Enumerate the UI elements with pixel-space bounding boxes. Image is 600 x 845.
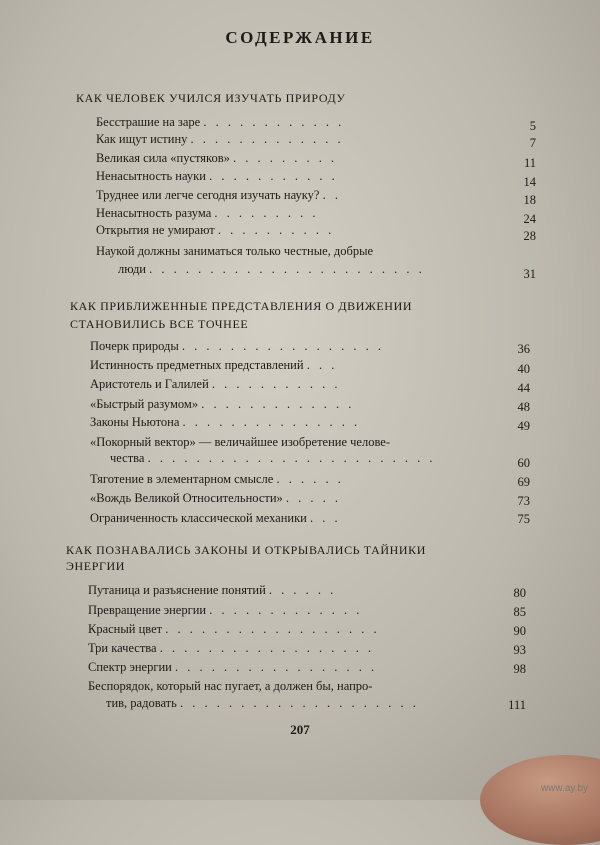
toc-entry: «Вождь Великой Относительности» . . . . . — [90, 491, 342, 505]
toc-entry-continuation: люди . . . . . . . . . . . . . . . . . . . . . . . — [118, 262, 425, 276]
toc-entry: Беспорядок, который нас пугает, а должен бы, напро- — [88, 679, 373, 693]
toc-page: 85 — [513, 605, 526, 619]
toc-entry: Путаница и разъяснение понятий . . . . . . — [88, 583, 337, 597]
toc-entry: Бесстрашие на заре . . . . . . . . . . . . — [96, 115, 345, 129]
watermark: www.ay.by — [540, 783, 588, 794]
toc-page: 5 — [529, 119, 536, 133]
toc-page: 60 — [517, 456, 530, 470]
toc-entry: Красный цвет . . . . . . . . . . . . . . . . . . — [88, 622, 380, 636]
section-heading-3-continuation: ЭНЕРГИИ — [66, 559, 126, 573]
toc-entry: Открытия не умирают . . . . . . . . . . — [96, 223, 335, 237]
toc-page: 90 — [513, 624, 526, 638]
toc-entry: Тяготение в элементарном смысле . . . . . . — [90, 472, 344, 486]
page-number: 207 — [290, 722, 310, 737]
toc-entry: Ненасытность разума . . . . . . . . . — [96, 206, 319, 220]
toc-page: 24 — [523, 212, 536, 226]
toc-page: 48 — [517, 400, 530, 414]
toc-page: 28 — [523, 229, 536, 243]
page-title: СОДЕРЖАНИЕ — [225, 28, 375, 47]
toc-page: 18 — [523, 193, 536, 207]
toc-page: 73 — [517, 494, 530, 508]
toc-entry: Спектр энергии . . . . . . . . . . . . . . . . . — [88, 660, 378, 674]
toc-page: 93 — [513, 643, 526, 657]
toc-page: 44 — [517, 381, 530, 395]
section-heading-3: КАК ПОЗНАВАЛИСЬ ЗАКОНЫ И ОТКРЫВАЛИСЬ ТАЙНИКИ — [66, 543, 427, 557]
toc-entry-continuation: чества . . . . . . . . . . . . . . . . . . . . . . . . — [110, 451, 436, 465]
toc-page: 75 — [517, 512, 530, 526]
toc-entry: Ненасытность науки . . . . . . . . . . . — [96, 169, 338, 183]
toc-entry: Законы Ньютона . . . . . . . . . . . . . . . — [90, 415, 361, 429]
toc-entry: Почерк природы . . . . . . . . . . . . . . . . . — [90, 339, 385, 353]
toc-entry: Ограниченность классической механики . . . — [90, 511, 341, 525]
toc-page: 36 — [517, 342, 530, 356]
toc-entry: «Покорный вектор» — величайшее изобретение челове- — [90, 435, 391, 449]
toc-entry: Великая сила «пустяков» . . . . . . . . . — [96, 151, 338, 165]
toc-entry: «Быстрый разумом» . . . . . . . . . . . . . — [90, 397, 355, 411]
toc-page: 69 — [517, 475, 530, 489]
finger — [480, 755, 600, 845]
toc-entry: Труднее или легче сегодня изучать науку? . . — [96, 188, 341, 202]
toc-page: 14 — [523, 175, 536, 189]
toc-page: 98 — [513, 662, 526, 676]
toc-page: 80 — [513, 586, 526, 600]
toc-entry: Как ищут истину . . . . . . . . . . . . . — [96, 132, 344, 146]
toc-entry: Наукой должны заниматься только честные, добрые — [96, 244, 374, 258]
toc-entry-continuation: тив, радовать . . . . . . . . . . . . . . . . . . . . — [106, 696, 419, 710]
toc-page: 40 — [517, 362, 530, 376]
toc-page: 111 — [508, 698, 526, 712]
section-heading-2: КАК ПРИБЛИЖЕННЫЕ ПРЕДСТАВЛЕНИЯ О ДВИЖЕНИИ — [70, 299, 413, 313]
toc-page: 7 — [529, 136, 536, 150]
toc-entry: Истинность предметных представлений . . . — [90, 358, 338, 372]
toc-page: 49 — [517, 419, 530, 433]
section-heading-1: КАК ЧЕЛОВЕК УЧИЛСЯ ИЗУЧАТЬ ПРИРОДУ — [76, 91, 346, 105]
toc-entry: Три качества . . . . . . . . . . . . . . . . . . — [88, 641, 375, 655]
toc-page: 11 — [523, 156, 536, 170]
section-heading-2-continuation: СТАНОВИЛИСЬ ВСЕ ТОЧНЕЕ — [70, 317, 249, 331]
toc-entry: Превращение энергии . . . . . . . . . . . . . — [88, 603, 363, 617]
toc-entry: Аристотель и Галилей . . . . . . . . . . . — [90, 377, 341, 391]
toc-page: 31 — [523, 267, 536, 281]
